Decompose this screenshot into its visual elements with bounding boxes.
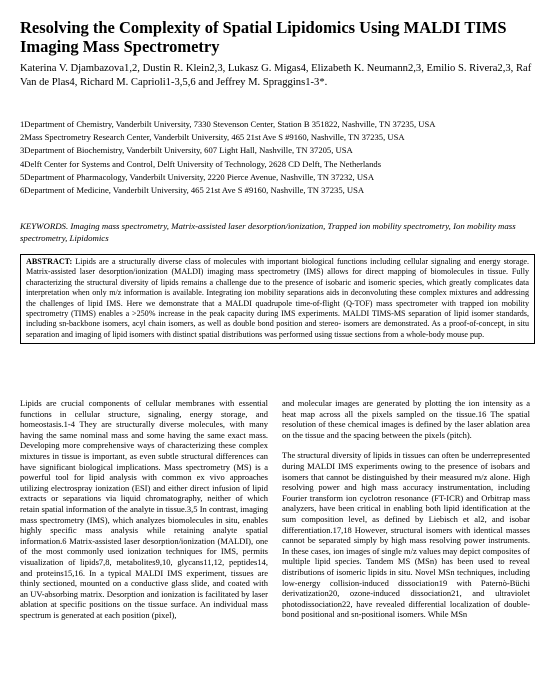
affiliation-5: 5Department of Pharmacology, Vanderbilt University, 2220 Pierce Avenue, Nashville, TN 37232, USA: [20, 171, 375, 182]
affiliation-2: 2Mass Spectrometry Research Center, Vanderbilt University, 465 21st Ave S #9160, Nashville, TN 37235, USA: [20, 132, 405, 143]
body-paragraph: The structural diversity of lipids in tissues can often be underrepresented during MALDI IMS experiments owing to the presence of isobars and isomers that cannot be distinguished by their measured m/z alone. High resolving power and high mass accuracy instrumentation, including Fourier transform ion cyclotron resonance (FT-ICR) and Orbitrap mass analyzers, have been critical in enabling both lipid identification at the sum composition level, as defined by Liebisch et al2, and isobar differentiation.17,18 However, structural isomers with identical masses cannot be separated simply by high mass resolving power instruments. In these cases, ion images of single m/z values may depict composites of multiple lipid species. Tandem MS (MSn) has been used to reveal distributions of isomeric lipids in situ. Novel MSn techniques, including low-energy collision-induced dissociation19 with Paternò-Büchi derivatization20, ozone-induced dissociation21, and ultraviolet photodissociation22, have revealed differential localization of double-bond positional and sn-positional isomers. While MSn: [282, 450, 530, 620]
body-paragraph: Lipids are crucial components of cellular membranes with essential functions in cellular structure, signaling, energy storage, and homeostasis.1-4 They are structurally diverse molecules, with many having the same nominal mass and some having the same exact mass. Developing more comprehensive ways of characterizing these complex mixtures in tissue is important, as even subtle structural differences can have significant biological implications. Mass spectrometry (MS) is a powerful tool for lipid analysis with common ex vivo approaches utilizing electrospray ionization (ESI) and either direct infusion of lipid extracts or separations via liquid chromatography, neither of which retain spatial information of the analyte in tissue.3,5 In contrast, imaging mass spectrometry (IMS), which analyzes biomolecules in situ, enables highly specific mass analysis while retaining analyte spatial information.6 Matrix-assisted laser desorption/ionization (MALDI), one of the most commonly used ionization techniques for IMS, permits visualization of lipids7,8, metabolites9,10, glycans11,12, peptides14, and proteins15,16. In a typical MALDI IMS experiment, tissues are thinly sectioned, mounted on a conductive glass slide, and coated with an UV-absorbing matrix. Desorption and ionization is facilitated by laser ablation at specific positions on the tissue surface. An individual mass spectrum is generated at each position (pixel),: [20, 398, 268, 620]
keywords: KEYWORDS. Imaging mass spectrometry, Matrix-assisted laser desorption/ionization, Trapped ion mobility spectrometry, Ion mobility mass spectrometry, Lipidomics: [20, 221, 516, 243]
affiliation-6: 6Department of Medicine, Vanderbilt University, 465 21st Ave S #9160, Nashville, TN 37235, USA: [20, 185, 365, 196]
body-column-right: [282, 398, 530, 630]
affiliation-4: 4Delft Center for Systems and Control, Delft University of Technology, 2628 CD Delft, The Netherlands: [20, 158, 382, 169]
affiliation-3: 3Department of Biochemistry, Vanderbilt University, 607 Light Hall, Nashville, TN 37205, USA: [20, 145, 353, 156]
author-list: Katerina V. Djambazova1,2, Dustin R. Klein2,3, Lukasz G. Migas4, Elizabeth K. Neumann2,3, Emilio S. Rivera2,3, Raf Van de Plas4, Richard M. Caprioli1-3,5,6 and Jeffrey M. Spraggins1-3*.: [20, 63, 532, 88]
abstract-label: ABSTRACT:: [26, 257, 73, 266]
body-paragraph: and molecular images are generated by plotting the ion intensity as a heat map across all the pixels sampled on the tissue.16 The spatial resolution of these chemical images is defined by the laser ablation area on the tissue and the spacing between the pixels (pitch).: [282, 398, 530, 440]
abstract-text: Lipids are a structurally diverse class of molecules with important biological functions including cellular signaling and energy storage. Matrix-assisted laser desorption/ionization (MALDI) imaging mass spectrometry (IMS) allows for direct mapping of biomolecules in tissue. Fully characterizing the structural diversity of lipids remains a challenge due to the presence of isobaric and isomeric species, which greatly complicates data interpretation when only m/z information is available. Integrating ion mobility separations aids in deconvoluting these complex mixtures and addressing the challenges of lipid IMS. Here we demonstrate that a MALDI quadrupole time-of-flight (Q-TOF) mass spectrometer with trapped ion mobility spectrometry (TIMS) enables a >250% increase in the peak capacity during IMS experiments. MALDI TIMS-MS separation of lipid isomer standards, including sn-backbone isomers, acyl chain isomers, as well as double bond position and stereo- isomers are demonstrated. As a proof-of-concept, in situ separation and imaging of lipid isomers with distinct spatial distributions was performed using tissue sections from a whole-body mouse pup.: [26, 257, 529, 339]
affiliation-1: 1Department of Chemistry, Vanderbilt University, 7330 Stevenson Center, Station B 351822, Nashville, TN 37235, USA: [20, 119, 436, 129]
abstract-box: [20, 254, 535, 344]
body-column-left: [20, 398, 268, 630]
paper-title: Resolving the Complexity of Spatial Lipidomics Using MALDI TIMS Imaging Mass Spectrometry: [20, 18, 507, 56]
affiliations: [20, 118, 535, 197]
